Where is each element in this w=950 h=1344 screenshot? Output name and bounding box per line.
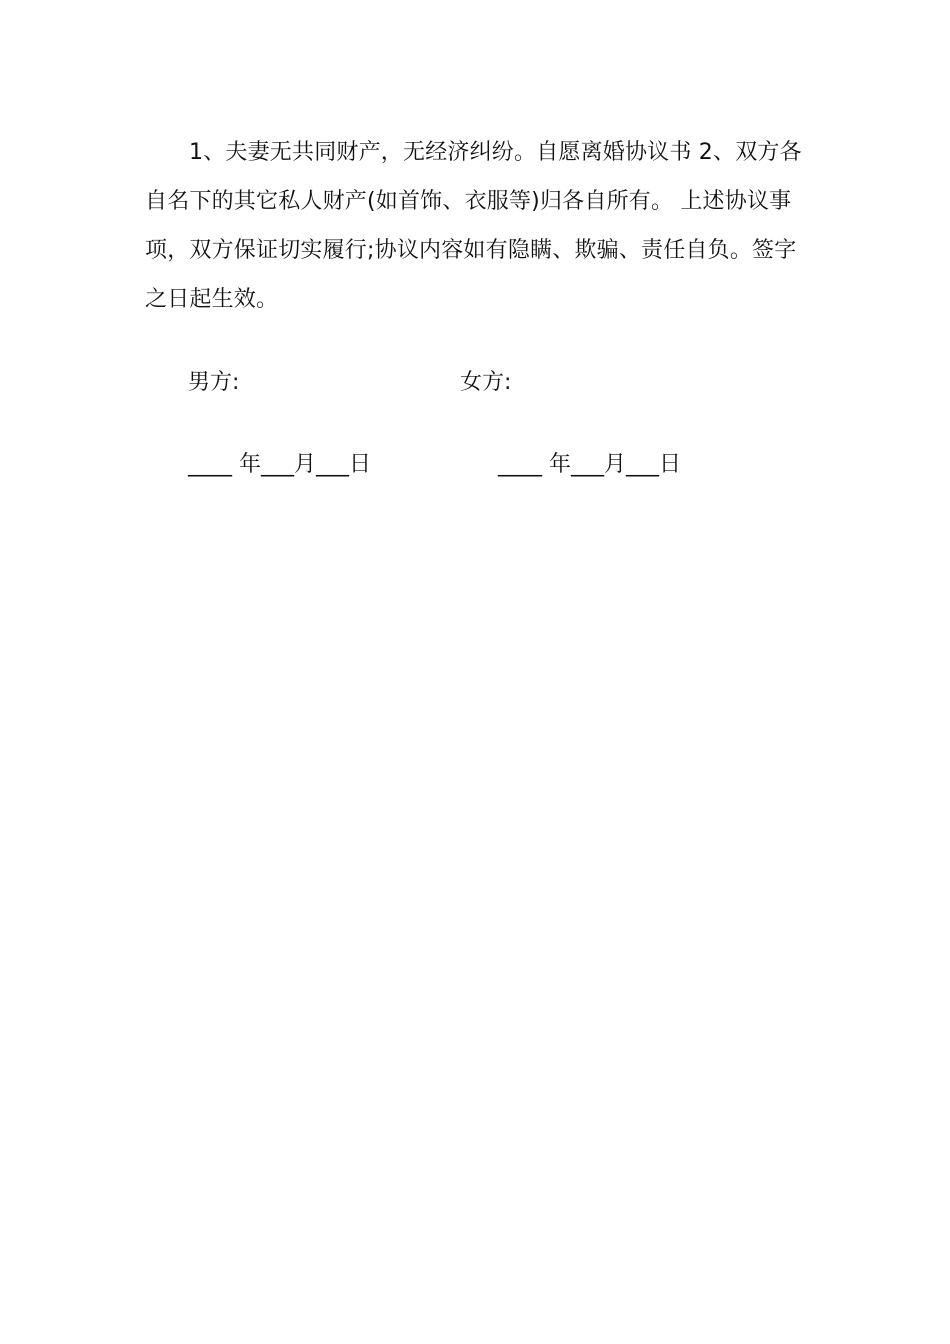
male-party-label: 男方: (188, 370, 240, 395)
agreement-paragraph: 1、夫妻无共同财产，无经济纠纷。自愿离婚协议书 2、双方各自名下的其它私人财产(如首饰、衣服等)归各自所有。 上述协议事项，双方保证切实履行;协议内容如有隐瞒、欺骗、责任自负。签字之日起生效。 (145, 140, 802, 312)
male-signature-date: ____ 年___月___日 (188, 452, 371, 477)
female-signature-date: ____ 年___月___日 (498, 452, 681, 477)
female-party-label: 女方: (460, 370, 512, 395)
